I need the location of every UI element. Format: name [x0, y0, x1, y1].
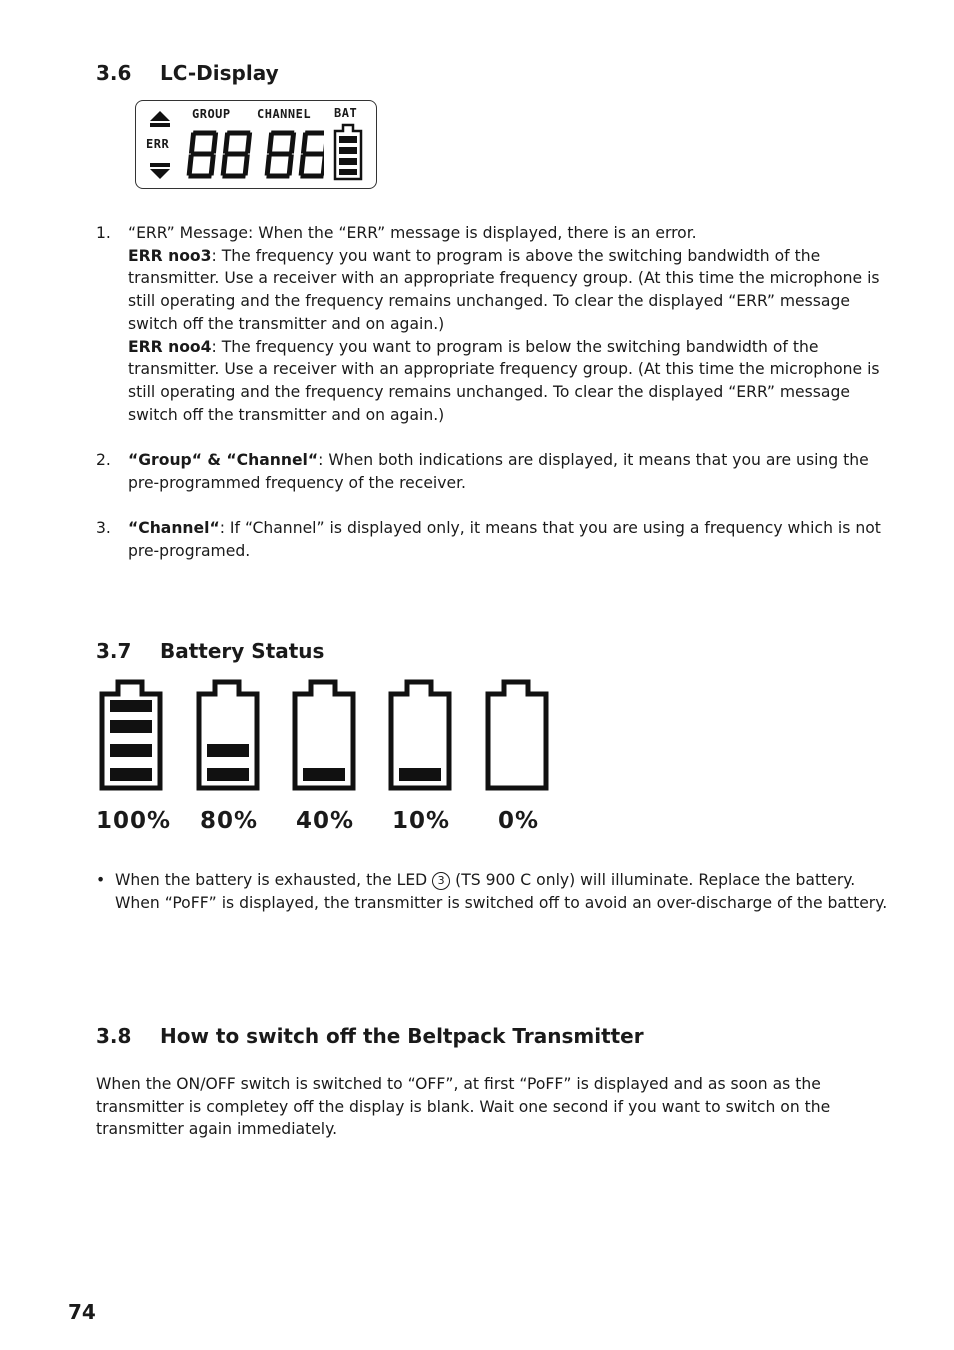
battery-side: [295, 714, 353, 762]
channel-text: : If “Channel” is displayed only, it means that you are using a frequency which is not pre-programed.: [128, 519, 881, 560]
battery-icon: [387, 678, 455, 794]
group-channel-term: “Group“ & “Channel“: [128, 451, 319, 469]
bullet-point: •: [96, 871, 106, 889]
list-number: 1.: [96, 224, 111, 242]
down-arrow-icon: [150, 163, 170, 181]
battery-bar: [110, 768, 152, 781]
battery-bar: [399, 768, 441, 781]
section-number: 3.8: [96, 1024, 132, 1048]
battery-bar: [110, 744, 152, 757]
list-item-3: [96, 517, 888, 562]
lcd-bat-label: BAT: [334, 106, 358, 120]
battery-icon: [291, 678, 359, 794]
battery-outline: [488, 682, 546, 788]
battery-side: [488, 714, 546, 762]
err-noo3-term: ERR noo3: [128, 246, 212, 265]
battery-bar: [207, 768, 249, 781]
battery-label-100: 100%: [96, 808, 172, 834]
section-title: Battery Status: [160, 639, 325, 663]
lcd-seven-segment-digits: [184, 129, 324, 179]
battery-icon: [484, 678, 552, 794]
battery-label-80: 80%: [200, 808, 259, 834]
battery-side: [391, 714, 449, 762]
battery-icon: [195, 678, 263, 794]
lcd-err-label: ERR: [146, 137, 170, 151]
lcd-channel-label: CHANNEL: [257, 107, 312, 121]
lc-display-illustration: [135, 100, 377, 189]
list-number: 3.: [96, 519, 111, 537]
section-title: How to switch off the Beltpack Transmitter: [160, 1024, 644, 1048]
list-item-1: [96, 222, 888, 426]
battery-label-10: 10%: [392, 808, 451, 834]
battery-label-40: 40%: [296, 808, 355, 834]
err-noo4-description: [128, 336, 888, 427]
up-arrow-icon: [150, 111, 170, 129]
battery-bar: [303, 768, 345, 781]
battery-note-line2: When “PoFF” is displayed, the transmitter is switched off to avoid an over-discharge of the battery.: [115, 893, 888, 912]
battery-icon: [98, 678, 166, 794]
lcd-group-label: GROUP: [192, 107, 231, 121]
battery-bar: [110, 720, 152, 733]
err-noo4-term: ERR noo4: [128, 337, 212, 356]
section-title: LC-Display: [160, 61, 279, 85]
list-number: 2.: [96, 451, 111, 469]
err-noo4-text: : The frequency you want to program is below the switching bandwidth of the transmitter. Use a receiver with an appropriate frequency group. (At this time the microphone is still operating and the frequency remains unchanged. To clear the displayed “ERR” message switch off the transmitter and on again.): [128, 337, 880, 424]
page-number: 74: [68, 1300, 96, 1324]
battery-bar: [207, 744, 249, 757]
channel-term: “Channel“: [128, 519, 220, 537]
lcd-battery-icon: [332, 123, 364, 181]
battery-note-part1: When the battery is exhausted, the LED: [115, 871, 428, 889]
battery-label-0: 0%: [498, 808, 540, 834]
err-noo3-text: : The frequency you want to program is above the switching bandwidth of the transmitter. Use a receiver with an appropriate frequency group. (At this time the microphone is still operating and the frequency remains unchanged. To clear the displayed “ERR” message switch off the transmitter and on again.): [128, 246, 880, 333]
err-noo3-description: [128, 245, 888, 336]
group-channel-text: : When both indications are displayed, it means that you are using the pre-programmed frequency of the receiver.: [128, 451, 869, 492]
section-number: 3.7: [96, 639, 132, 663]
battery-bar: [110, 700, 152, 712]
section-number: 3.6: [96, 61, 132, 85]
list-item-intro: “ERR” Message: When the “ERR” message is displayed, there is an error.: [128, 224, 697, 242]
battery-note-part2: (TS 900 C only) will illuminate. Replace the battery.: [455, 871, 856, 889]
battery-note: [96, 869, 896, 914]
list-item-2: [96, 449, 888, 494]
led-number-badge: 3: [432, 872, 450, 890]
switch-off-paragraph: When the ON/OFF switch is switched to “OFF”, at first “PoFF” is displayed and as soon as the transmitter is completey off the display is blank. Wait one second if you want to switch on the transmitter again immediately.: [96, 1075, 831, 1139]
